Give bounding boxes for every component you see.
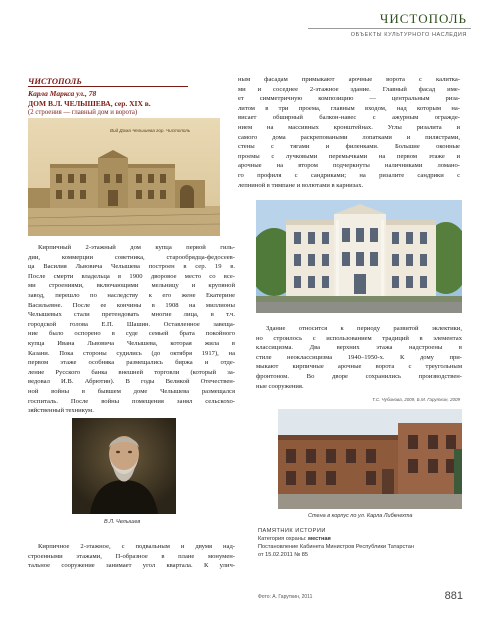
text-line: висает обширный балкон-навес с ажурным огражде-: [238, 114, 460, 122]
courtyard-photo: [278, 409, 462, 509]
entry-rule: [28, 86, 188, 87]
text-line: первом этаже особняка размещались биржа и отде-: [28, 359, 235, 367]
text-line: классицизма. Два верхних этажа надстроены в: [256, 344, 462, 352]
text-line: городской голова Е.П. Шашин. Оставленное завеща-: [28, 320, 235, 328]
text-line: зяйственный техникум.: [28, 407, 94, 415]
building-photo: [256, 200, 462, 313]
text-line: нием на массивных кронштейнах. Углы ризалита и: [238, 123, 460, 131]
text-line: ные сооружения.: [256, 382, 304, 390]
text-column-left-bottom: [28, 542, 235, 571]
text-line: проемы с лучковыми перемычками на первом этаже и: [238, 152, 460, 160]
historic-photo: [28, 118, 220, 236]
text-line: ет симметричную композицию — центральным ризa-: [238, 95, 460, 103]
monument-category-value: местная: [308, 536, 331, 542]
text-line: ведовал И.В. Абрютин). В годы Великой Отечествен-: [28, 378, 235, 386]
text-line: фронтоном. Во дворе сохранились производствен-: [256, 372, 462, 380]
text-line: ной войны в бывшем доме Челышева размещался: [28, 387, 235, 395]
header-rule: [308, 28, 471, 29]
text-line: мыкают кирпичные арочные ворота с треугольным: [256, 363, 462, 371]
monument-category: [258, 535, 468, 543]
page-number: 881: [444, 590, 463, 602]
text-line: стиле неоклассицизма 1940–1950-х. К дому при-: [256, 353, 462, 361]
text-line: ми строениями, включающими мельницу и крупяной: [28, 282, 235, 290]
historic-photo-caption: Вид Дома Челышева гор. Чистополь: [110, 128, 191, 133]
entry-structures: (2 строения — главный дом и ворота): [28, 109, 138, 116]
text-line: строенными этажами, П-образное в плане монумен-: [28, 552, 235, 560]
text-line: стены с тягами и филенками. Большие оконные: [238, 143, 460, 151]
running-header-title: ЧИСТОПОЛЬ: [379, 11, 467, 26]
monument-category-label: Категория охраны:: [258, 536, 308, 542]
text-line: го профиля с сандриками; на ризалите сандрики с: [238, 171, 460, 179]
text-line: Кирпичное 2-этажное, с подвальным и двумя над-: [38, 543, 235, 550]
monument-info: [258, 527, 468, 559]
text-column-left-main: [28, 243, 235, 416]
photo-credit: Фото: А. Гаруткин, 2011: [258, 594, 313, 600]
text-line: Здание относится к периоду развитой эклектики,: [266, 325, 462, 332]
text-line: ным фасадам примыкают арочные ворота с калитка-: [238, 76, 460, 83]
courtyard-caption: Стена в корпус по ул. Карла Либкнехта: [308, 513, 413, 519]
monument-label: ПАМЯТНИК ИСТОРИИ: [258, 528, 326, 534]
text-line: ми и соседнее 2-этажное здание. Главный фасад име-: [238, 85, 460, 93]
monument-decree-date: от 15.02.2011 № 85: [258, 552, 309, 558]
text-line: купца Ивана Львовича Челышева, которая жила в: [28, 339, 235, 347]
portrait-painting: [72, 418, 176, 514]
text-line: дии, коммерции советника, старообрядца-федосеев-: [28, 253, 235, 261]
text-line: Кирпичный 2-этажный дом купца первой гиль-: [38, 244, 235, 251]
monument-decree: Постановление Кабинета Министров Республики Татарстан: [258, 544, 414, 550]
entry-address: Карла Маркса ул., 78: [28, 89, 97, 98]
text-column-top-right: [238, 75, 460, 190]
text-line: Казани. Пока стороны судились (до октября 1917), на: [28, 349, 235, 357]
text-line: самого дома раскреповаными лопатками и пилястрами,: [238, 133, 460, 141]
text-line: ние было оспорено в суде семьей брата покойного: [28, 330, 235, 338]
text-line: Васильевне. После ее кончины в 1908 на миллионы: [28, 301, 235, 309]
text-line: тальное сооружение занимает угол квартала. К улич-: [28, 562, 235, 570]
portrait-caption: В.Л. Челышев: [104, 519, 141, 525]
text-line: завод, перешло по наследству к его жене Екатерине: [28, 291, 235, 299]
running-header-subtitle: ОБЪЕКТЫ КУЛЬТУРНОГО НАСЛЕДИЯ: [350, 32, 467, 38]
text-line: литом в три проема, главным входом, над которым на-: [238, 104, 460, 112]
entry-title: ДОМ В.Л. ЧЕЛЫШЕВА, сер. XIX в.: [28, 99, 151, 108]
source-note: Т.С. Чубинова, 2009, Б.М. Гаруткин, 2009: [372, 397, 460, 402]
text-column-right-mid: [256, 324, 462, 391]
text-line: ление Русского банка внешней торговли (который за-: [28, 368, 235, 376]
text-line: лепниной в тимпане и волютами в карнизах.: [238, 181, 364, 189]
text-line: арочные на втором подчеркнуты наличниками ломано-: [238, 162, 460, 170]
text-line: ца Василия Львовича Челышева построен в сер. 19 в.: [28, 263, 235, 271]
entry-city: ЧИСТОПОЛЬ: [28, 76, 82, 86]
text-line: После смерти владельца в 1900 дворовое место со все-: [28, 272, 235, 280]
text-line: но строилось с использованием традиций в элементах: [256, 334, 462, 342]
text-line: Челышевых стали претендовать многие лица, в т.ч.: [28, 311, 235, 319]
text-line: госпиталь. После войны помещения занял сельскохо-: [28, 397, 235, 405]
